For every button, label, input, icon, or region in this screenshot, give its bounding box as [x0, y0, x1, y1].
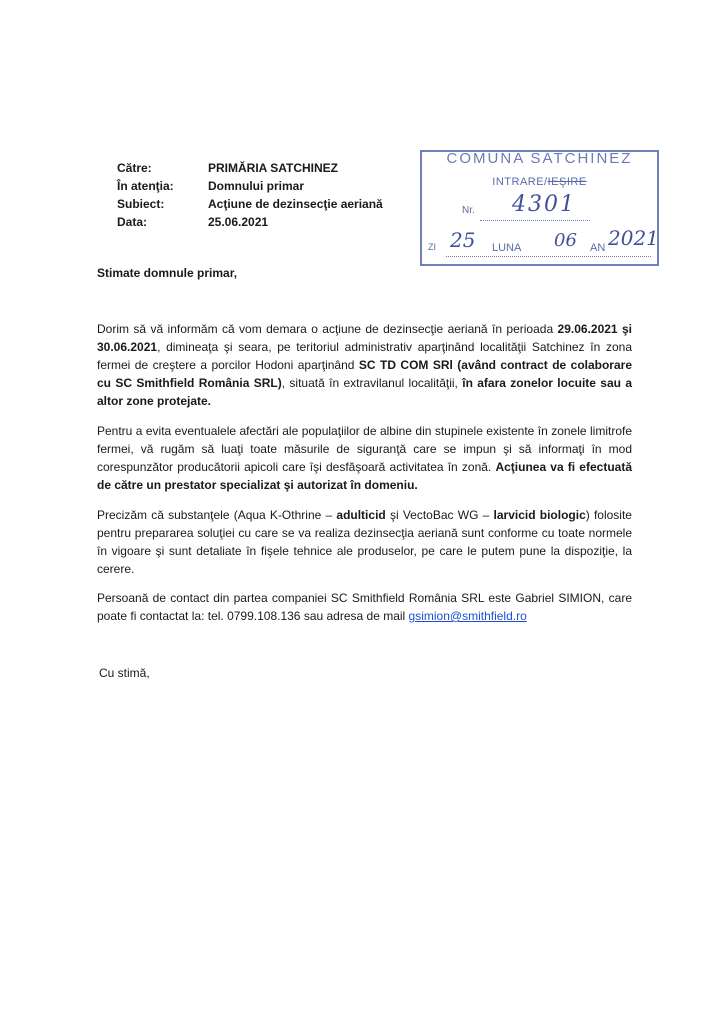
p2-provider-note: Acţiunea va fi efectuată de către un prestator specializat şi autorizat în domeniu. — [97, 460, 632, 492]
contact-email-link[interactable]: gsimion@smithfield.ro — [408, 609, 527, 623]
stamp-an-value: 2021 — [608, 226, 659, 250]
p3-larvicide: larvicid biologic — [493, 508, 586, 522]
p4-text-1: Persoană de contact din partea companiei SC Smithfield România SRL este Gabriel SIMION, care poate fi contactat la: tel. 0799.108.136 sau adresa de mail — [97, 591, 632, 623]
p1-text-1: Dorim să vă informăm că vom demara o acţiune de dezinsecţie aeriană în perioada — [97, 322, 558, 336]
p2-text-1: Pentru a evita eventualele afectări ale populaţiilor de albine din stupinele existente în zonele limitrofe fermei, vă rugăm să luaţi toate măsurile de siguranţă care se impun şi să informaţi în mod corespunzător producătorii apicoli care îşi desfăşoară activitatea în zonă. — [97, 424, 632, 474]
header-label: În atenţia: — [117, 179, 174, 193]
stamp-io-struck: IEŞIRE — [547, 176, 587, 188]
header-label: Către: — [117, 161, 152, 175]
stamp-luna-label: LUNA — [492, 242, 522, 254]
p3-text-1: Precizăm că substanţele (Aqua K-Othrine – — [97, 508, 337, 522]
stamp-date-line — [446, 256, 651, 257]
header-value: Domnului primar — [208, 179, 305, 193]
header-value: Acţiune de dezinsecţie aeriană — [208, 197, 383, 211]
p1-dates: 29.06.2021 şi 30.06.2021 — [97, 322, 633, 354]
stamp-luna-value: 06 — [554, 230, 577, 251]
stamp-zi-value: 25 — [450, 228, 476, 252]
paragraph-bees — [97, 422, 632, 494]
stamp-direction — [422, 176, 657, 188]
stamp-nr-label: Nr. — [462, 205, 475, 216]
letter-header — [117, 159, 407, 231]
paragraph-action — [97, 320, 632, 410]
header-value: 25.06.2021 — [208, 215, 269, 229]
header-row-attention — [117, 177, 407, 195]
p3-text-2: şi VectoBac WG – — [385, 508, 494, 522]
stamp-zi-label: ZI — [428, 242, 436, 252]
header-row-date — [117, 213, 407, 231]
p3-adulticide: adulticid — [336, 508, 386, 522]
p1-company: SC TD COM SRl (având contract de colaborare cu SC Smithfield România SRL) — [97, 358, 632, 390]
header-value: PRIMĂRIA SATCHINEZ — [208, 161, 338, 175]
closing: Cu stimă, — [99, 666, 150, 680]
header-label: Data: — [117, 215, 148, 229]
registration-stamp — [420, 150, 659, 266]
p3-text-3: ) folosite pentru prepararea soluţiei cu care se va realiza dezinsecţia aeriană sunt conforme cu toate normele în vigoare şi sunt detaliate în fişele tehnice ale produselor, pe care le putem pune la dispoziţie, la cerere. — [97, 508, 632, 576]
stamp-an-label: AN — [590, 242, 606, 254]
header-row-subject — [117, 195, 407, 213]
paragraph-contact — [97, 589, 632, 625]
paragraph-substances — [97, 506, 632, 578]
p1-location-note: în afara zonelor locuite sau a altor zone protejate. — [97, 376, 633, 408]
stamp-title: COMUNA SATCHINEZ — [446, 150, 633, 167]
stamp-nr-line — [480, 220, 590, 221]
p1-text-3: , situată în extravilanul localităţii, — [281, 376, 463, 390]
stamp-nr-value: 4301 — [512, 192, 576, 217]
stamp-io-prefix: INTRARE/ — [492, 176, 548, 188]
header-label: Subiect: — [117, 197, 165, 211]
p1-text-2: , dimineaţa şi seara, pe teritoriul administrativ aparţinând localităţii Satchinez în zona fermei de creştere a porcilor Hodoni aparţinând — [97, 340, 632, 372]
header-row-to — [117, 159, 407, 177]
salutation: Stimate domnule primar, — [97, 266, 238, 280]
